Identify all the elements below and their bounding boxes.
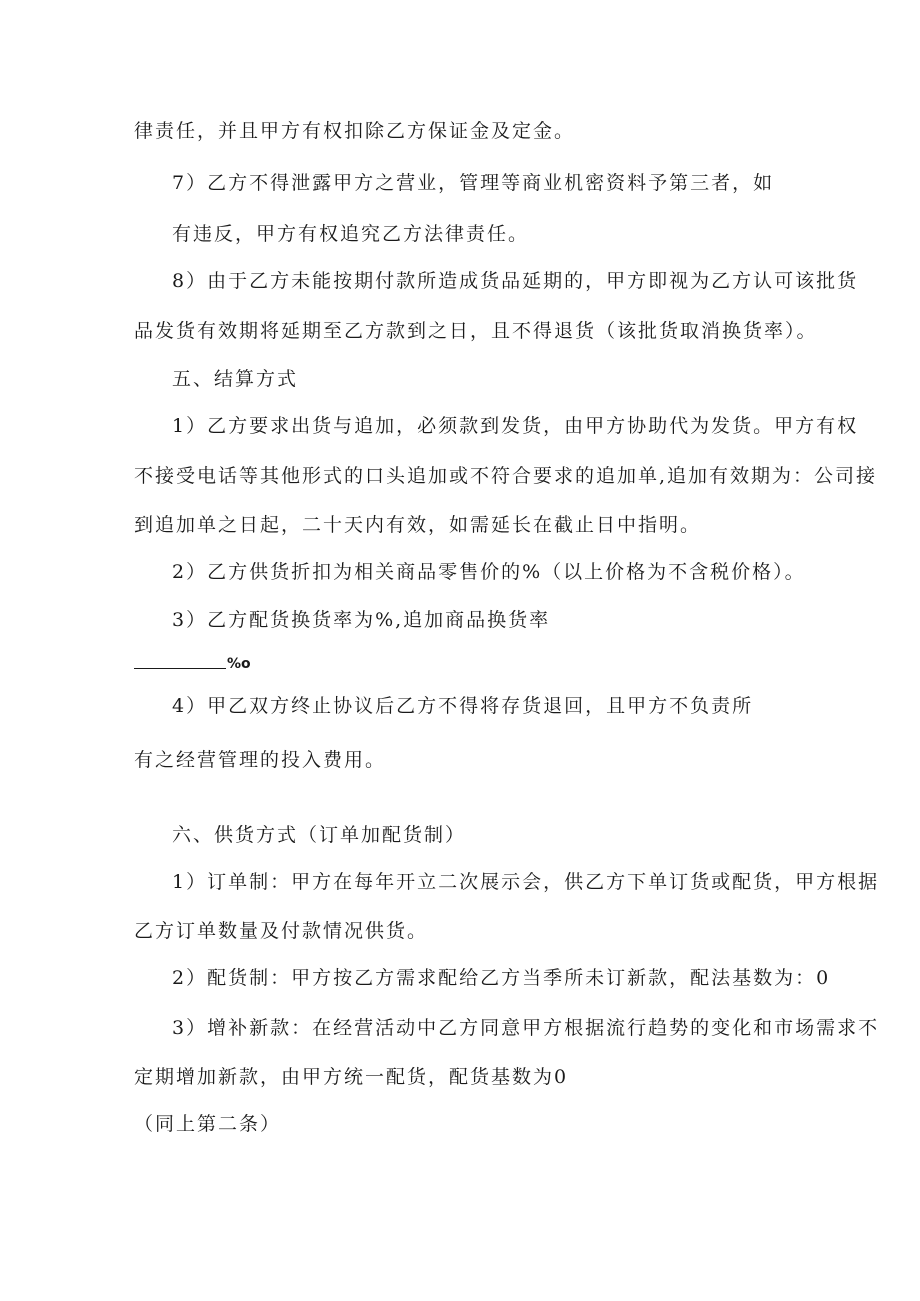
blank-underline — [134, 668, 226, 669]
settlement-clause-1-line-1: 1）乙方要求出货与追加，必须款到发货，由甲方协助代为发货。甲方有权 — [172, 415, 859, 437]
settlement-clause-1-line-2: 不接受电话等其他形式的口头追加或不符合要求的追加单,追加有效期为：公司接 — [134, 465, 878, 487]
supply-clause-3-line-1: 3）增补新款：在经营活动中乙方同意甲方根据流行趋势的变化和市场需求不 — [172, 1017, 880, 1039]
section-heading-supply: 六、供货方式（订单加配货制） — [172, 824, 467, 846]
clause-8-line-1: 8）由于乙方未能按期付款所造成货品延期的，甲方即视为乙方认可该批货 — [172, 270, 859, 292]
section-heading-settlement: 五、结算方式 — [172, 368, 299, 390]
settlement-clause-3: 3）乙方配货换货率为%,追加商品换货率 — [172, 609, 551, 631]
supply-note: （同上第二条） — [134, 1113, 282, 1135]
clause-7-line-2: 有违反，甲方有权追究乙方法律责任。 — [172, 223, 530, 245]
settlement-clause-1-line-3: 到追加单之日起，二十天内有效，如需延长在截止日中指明。 — [134, 514, 702, 536]
supply-clause-2: 2）配货制：甲方按乙方需求配给乙方当季所未订新款，配法基数为：0 — [172, 967, 831, 989]
settlement-clause-4-line-2: 有之经营管理的投入费用。 — [134, 749, 387, 771]
blank-suffix-text: %o — [227, 656, 251, 672]
settlement-clause-2: 2）乙方供货折扣为相关商品零售价的%（以上价格为不含税价格）。 — [172, 561, 806, 583]
clause-8-line-2: 品发货有效期将延期至乙方款到之日，且不得退货（该批货取消换货率）。 — [134, 320, 818, 342]
supply-clause-1-line-1: 1）订单制：甲方在每年开立二次展示会，供乙方下单订货或配货，甲方根据 — [172, 871, 880, 893]
supply-clause-1-line-2: 乙方订单数量及付款情况供货。 — [134, 920, 429, 942]
clause-7-line-1: 7）乙方不得泄露甲方之营业，管理等商业机密资料予第三者，如 — [172, 172, 775, 194]
supply-clause-3-line-2: 定期增加新款，由甲方统一配货，配货基数为0 — [134, 1066, 569, 1088]
paragraph-line: 律责任，并且甲方有权扣除乙方保证金及定金。 — [134, 120, 576, 142]
fill-in-blank — [134, 653, 251, 673]
settlement-clause-4-line-1: 4）甲乙双方终止协议后乙方不得将存货退回，且甲方不负责所 — [172, 695, 754, 717]
